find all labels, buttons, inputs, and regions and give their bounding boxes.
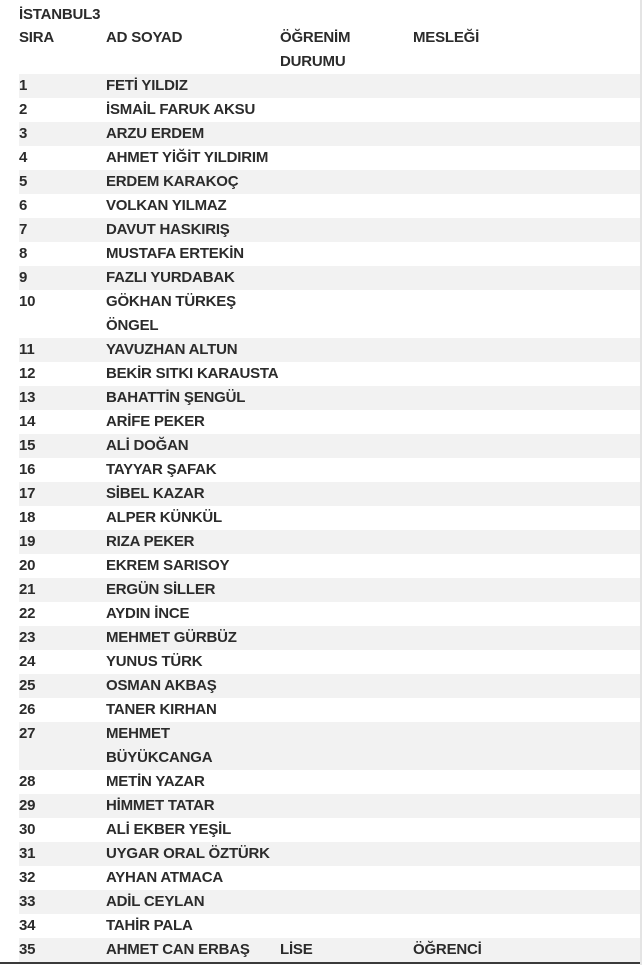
cell-ad-soyad [106,98,280,122]
cell-ad-soyad [106,506,280,530]
cell-ogrenim [280,122,413,146]
cell-ad-soyad [106,170,280,194]
cell-ogrenim [280,842,413,866]
table-header [19,26,640,74]
cell-ad-soyad-line1: RIZA PEKER [106,533,195,550]
cell-ad-soyad [106,938,280,962]
cell-ogrenim [280,866,413,890]
table-row [19,194,640,218]
cell-ad-soyad-line1: AHMET CAN ERBAŞ [106,941,250,958]
cell-sira: 20 [19,557,36,574]
cell-meslek [413,842,640,866]
table-row [19,218,640,242]
cell-sira: 7 [19,221,28,238]
cell-ad-soyad [106,626,280,650]
cell-sira: 6 [19,197,28,214]
table-row [19,122,640,146]
cell-ad-soyad-line1: YUNUS TÜRK [106,653,203,670]
cell-meslek [413,602,640,626]
cell-meslek [413,146,640,170]
cell-ad-soyad [106,74,280,98]
cell-ogrenim [280,914,413,938]
cell-ogrenim [280,362,413,386]
cell-sira: 1 [19,77,28,94]
cell-sira: 18 [19,509,36,526]
cell-ogrenim [280,482,413,506]
cell-ad-soyad [106,362,280,386]
cell-ogrenim [280,458,413,482]
table-row [19,698,640,722]
cell-ad-soyad-line1: OSMAN AKBAŞ [106,677,217,694]
cell-meslek [413,74,640,98]
cell-meslek [413,386,640,410]
cell-meslek [413,722,640,770]
cell-ogrenim [280,650,413,674]
cell-ogrenim [280,698,413,722]
table-row [19,434,640,458]
cell-ogrenim [280,290,413,338]
cell-ad-soyad [106,842,280,866]
cell-ad-soyad-line1: ALİ DOĞAN [106,437,189,454]
cell-ogrenim [280,98,413,122]
cell-ogrenim [280,818,413,842]
cell-ogrenim [280,530,413,554]
cell-sira: 12 [19,365,36,382]
table-row [19,866,640,890]
cell-ogrenim [280,386,413,410]
cell-meslek [413,242,640,266]
table-row [19,146,640,170]
cell-ad-soyad [106,698,280,722]
cell-ad-soyad-line1: TANER KIRHAN [106,701,217,718]
cell-ad-soyad [106,722,280,770]
table-row [19,650,640,674]
cell-meslek [413,866,640,890]
header-ogrenim-line1: ÖĞRENİM [280,29,351,46]
cell-ad-soyad [106,290,280,338]
cell-meslek [413,434,640,458]
cell-sira: 13 [19,389,36,406]
table-row [19,818,640,842]
cell-sira: 10 [19,293,36,310]
cell-ogrenim [280,218,413,242]
cell-sira: 16 [19,461,36,478]
cell-meslek [413,650,640,674]
cell-ad-soyad [106,554,280,578]
cell-ogrenim [280,146,413,170]
cell-sira: 2 [19,101,28,118]
cell-ad-soyad [106,602,280,626]
cell-sira: 4 [19,149,28,166]
cell-ogrenim [280,194,413,218]
cell-sira: 31 [19,845,36,862]
cell-ogrenim [280,578,413,602]
header-meslegi: MESLEĞİ [413,29,480,46]
table-row [19,98,640,122]
cell-ad-soyad [106,818,280,842]
table-row [19,842,640,866]
cell-ogrenim [280,554,413,578]
cell-meslek [413,674,640,698]
cell-ad-soyad [106,914,280,938]
cell-meslek [413,794,640,818]
cell-ad-soyad-line1: ERDEM KARAKOÇ [106,173,239,190]
table-row [19,74,640,98]
cell-ad-soyad [106,650,280,674]
table-row [19,386,640,410]
cell-ogrenim [280,890,413,914]
table-row [19,290,640,338]
cell-meslek [413,554,640,578]
cell-sira: 29 [19,797,36,814]
header-sira: SIRA [19,29,55,46]
cell-meslek [413,218,640,242]
table-row [19,626,640,650]
cell-ogrenim [280,770,413,794]
cell-ad-soyad-line1: MEHMET [106,725,170,742]
list-title: İSTANBUL3 [19,6,101,23]
cell-meslek [413,194,640,218]
cell-ad-soyad-line1: SİBEL KAZAR [106,485,205,502]
cell-sira: 11 [19,341,35,358]
cell-sira: 24 [19,653,36,670]
cell-ad-soyad [106,386,280,410]
cell-sira: 23 [19,629,36,646]
cell-sira: 15 [19,437,36,454]
cell-ad-soyad-line1: BEKİR SITKI KARAUSTA [106,365,279,382]
table-row [19,938,640,962]
table-row [19,602,640,626]
cell-meslek [413,410,640,434]
cell-ogrenim [280,602,413,626]
cell-sira: 21 [19,581,36,598]
table-row [19,482,640,506]
cell-ad-soyad [106,218,280,242]
cell-ad-soyad [106,530,280,554]
cell-meslek [413,818,640,842]
cell-ad-soyad-line1: ALPER KÜNKÜL [106,509,222,526]
cell-ad-soyad-line1: MEHMET GÜRBÜZ [106,629,237,646]
candidate-list [19,4,640,962]
cell-sira: 8 [19,245,28,262]
cell-meslek [413,770,640,794]
table-row [19,458,640,482]
cell-sira: 28 [19,773,36,790]
cell-sira: 14 [19,413,36,430]
table-row [19,506,640,530]
cell-sira: 30 [19,821,36,838]
cell-meslek [413,698,640,722]
table-row [19,242,640,266]
cell-sira: 19 [19,533,36,550]
table-row [19,578,640,602]
cell-ad-soyad [106,146,280,170]
cell-ad-soyad-line1: TAHİR PALA [106,917,193,934]
table-row [19,530,640,554]
cell-ogrenim [280,434,413,458]
cell-meslek [413,338,640,362]
cell-meslek [413,578,640,602]
cell-ad-soyad-line1: UYGAR ORAL ÖZTÜRK [106,845,270,862]
cell-ad-soyad-line1: İSMAİL FARUK AKSU [106,101,256,118]
cell-ogrenim [280,338,413,362]
cell-meslek [413,290,640,338]
cell-ad-soyad [106,266,280,290]
cell-ad-soyad-line1: ALİ EKBER YEŞİL [106,821,232,838]
cell-ad-soyad [106,122,280,146]
cell-ad-soyad-line1: ADİL CEYLAN [106,893,205,910]
cell-sira: 35 [19,941,36,958]
cell-ad-soyad [106,890,280,914]
table-row [19,770,640,794]
cell-ad-soyad-line1: BAHATTİN ŞENGÜL [106,389,246,406]
cell-ogrenim: LİSE [280,941,313,958]
cell-ad-soyad [106,578,280,602]
cell-ad-soyad [106,482,280,506]
cell-ogrenim [280,170,413,194]
cell-ad-soyad-line1: EKREM SARISOY [106,557,230,574]
table-row [19,266,640,290]
cell-ad-soyad [106,194,280,218]
table-row [19,362,640,386]
cell-ad-soyad-line1: TAYYAR ŞAFAK [106,461,217,478]
cell-ad-soyad-line1: ARZU ERDEM [106,125,204,142]
cell-sira: 9 [19,269,28,286]
cell-ad-soyad [106,674,280,698]
table-row [19,674,640,698]
table-row [19,170,640,194]
cell-ad-soyad-line1: METİN YAZAR [106,773,205,790]
cell-ogrenim [280,626,413,650]
cell-ad-soyad-line2: ÖNGEL [106,317,159,334]
cell-meslek [413,170,640,194]
cell-ogrenim [280,794,413,818]
table-row [19,410,640,434]
cell-ad-soyad-line2: BÜYÜKCANGA [106,749,213,766]
cell-ad-soyad [106,434,280,458]
header-ogrenim [280,26,413,74]
cell-ad-soyad [106,242,280,266]
cell-ad-soyad [106,866,280,890]
cell-ad-soyad-line1: AYHAN ATMACA [106,869,224,886]
cell-meslek [413,362,640,386]
table-row [19,554,640,578]
table-body [19,74,640,962]
cell-meslek [413,530,640,554]
cell-sira: 26 [19,701,36,718]
cell-ogrenim [280,242,413,266]
cell-ad-soyad-line1: FETİ YILDIZ [106,77,188,94]
cell-ad-soyad [106,794,280,818]
cell-meslek [413,482,640,506]
cell-meslek [413,122,640,146]
cell-ogrenim [280,674,413,698]
cell-meslek [413,890,640,914]
header-ogrenim-line2: DURUMU [280,53,346,70]
cell-meslek: ÖĞRENCİ [413,941,482,958]
cell-meslek [413,914,640,938]
cell-ogrenim [280,74,413,98]
cell-ogrenim [280,410,413,434]
cell-sira: 22 [19,605,36,622]
table-row [19,794,640,818]
cell-ad-soyad [106,770,280,794]
cell-ogrenim [280,722,413,770]
table-row [19,338,640,362]
cell-ad-soyad-line1: MUSTAFA ERTEKİN [106,245,244,262]
cell-ad-soyad-line1: AYDIN İNCE [106,605,190,622]
header-ad-soyad: AD SOYAD [106,29,183,46]
cell-meslek [413,266,640,290]
cell-ad-soyad-line1: VOLKAN YILMAZ [106,197,227,214]
cell-sira: 32 [19,869,36,886]
cell-ad-soyad-line1: GÖKHAN TÜRKEŞ [106,293,236,310]
cell-sira: 27 [19,725,36,742]
cell-ad-soyad [106,410,280,434]
cell-ogrenim [280,266,413,290]
bottom-divider [0,962,642,964]
table-row [19,914,640,938]
cell-sira: 33 [19,893,36,910]
cell-sira: 3 [19,125,28,142]
cell-meslek [413,626,640,650]
cell-sira: 25 [19,677,36,694]
cell-meslek [413,506,640,530]
cell-ad-soyad-line1: ERGÜN SİLLER [106,581,216,598]
cell-meslek [413,458,640,482]
cell-ad-soyad-line1: FAZLI YURDABAK [106,269,235,286]
cell-sira: 5 [19,173,28,190]
cell-sira: 34 [19,917,36,934]
cell-meslek [413,98,640,122]
cell-ad-soyad-line1: YAVUZHAN ALTUN [106,341,238,358]
cell-sira: 17 [19,485,36,502]
cell-ad-soyad-line1: DAVUT HASKIRIŞ [106,221,230,238]
cell-ad-soyad-line1: HİMMET TATAR [106,797,215,814]
cell-ogrenim [280,506,413,530]
cell-ad-soyad [106,338,280,362]
table-row [19,722,640,770]
table-row [19,890,640,914]
cell-ad-soyad [106,458,280,482]
cell-ad-soyad-line1: AHMET YİĞİT YILDIRIM [106,149,269,166]
cell-ad-soyad-line1: ARİFE PEKER [106,413,205,430]
